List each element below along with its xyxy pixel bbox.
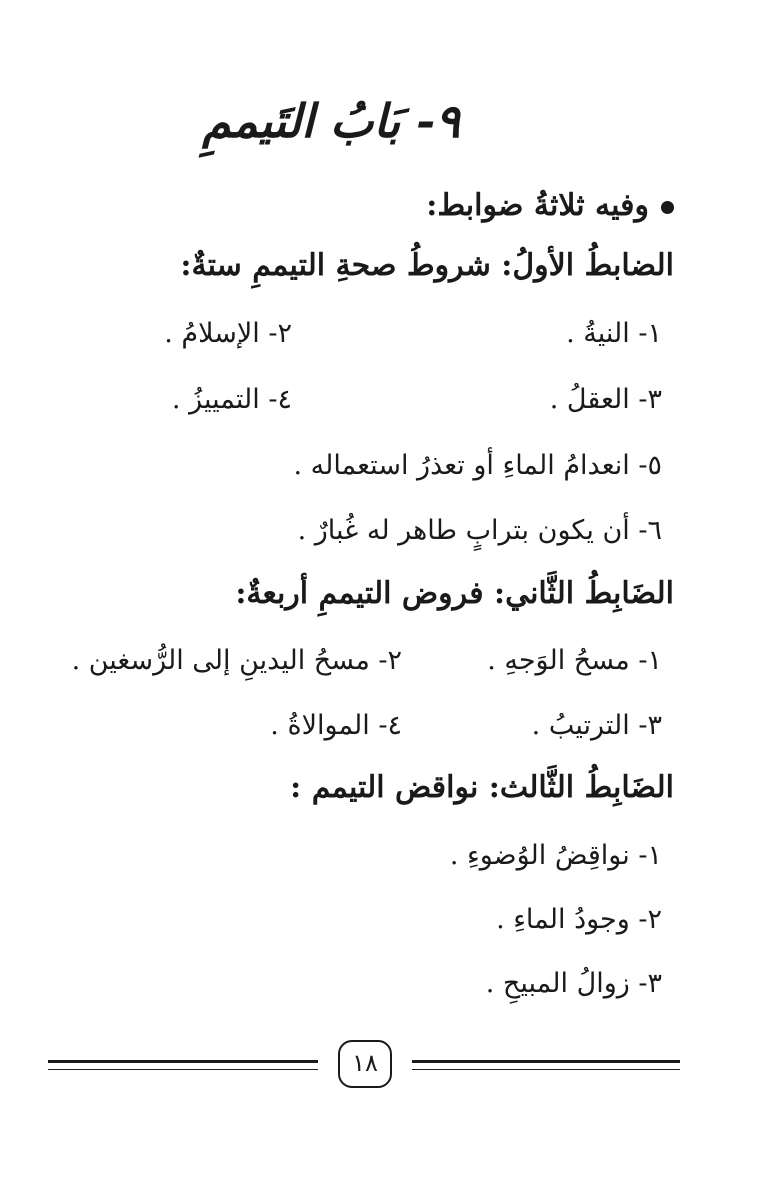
rule2-item-3: ٣- الترتيبُ .	[531, 710, 662, 741]
rule2-item-2: ٢- مسحُ اليدينِ إلى الرُّسغين .	[71, 645, 402, 676]
rule1-item-2: ٢- الإسلامُ .	[164, 318, 292, 349]
rule3-item-2: ٢- وجودُ الماءِ .	[496, 904, 662, 935]
rule1-item-6: ٦- أن يكون بترابٍ طاهر له غُبارٌ .	[297, 515, 662, 546]
rule2-item-4: ٤- الموالاةُ .	[270, 710, 402, 741]
page-footer	[48, 1038, 680, 1098]
rule2-item-1: ١- مسحُ الوَجهِ .	[487, 645, 662, 676]
intro-line	[426, 188, 674, 223]
rule1-item-3: ٣- العقلُ .	[549, 384, 662, 415]
intro-text: وفيه ثلاثةُ ضوابط:	[426, 188, 649, 223]
rule3-heading: الضَابِطُ الثَّالث: نواقض التيمم :	[290, 770, 674, 805]
rule1-heading: الضابطُ الأولُ: شروطُ صحةِ التيممِ ستةٌ:	[180, 248, 674, 283]
rule1-item-5: ٥- انعدامُ الماءِ أو تعذرُ استعماله .	[293, 450, 662, 481]
rule2-heading: الضَابِطُ الثَّاني: فروض التيممِ أربعةٌ:	[235, 576, 674, 611]
rule1-item-4: ٤- التمييزُ .	[171, 384, 292, 415]
rule1-item-1: ١- النيةُ .	[566, 318, 662, 349]
footer-rule-left	[48, 1060, 318, 1070]
bullet-icon	[661, 201, 674, 214]
chapter-title: ٩- بَابُ التَيممِ	[202, 94, 460, 148]
page-number: ١٨	[338, 1040, 392, 1088]
footer-rule-right	[412, 1060, 680, 1070]
rule3-item-3: ٣- زوالُ المبيحِ .	[485, 968, 662, 999]
rule3-item-1: ١- نواقِضُ الوُضوءِ .	[449, 840, 662, 871]
